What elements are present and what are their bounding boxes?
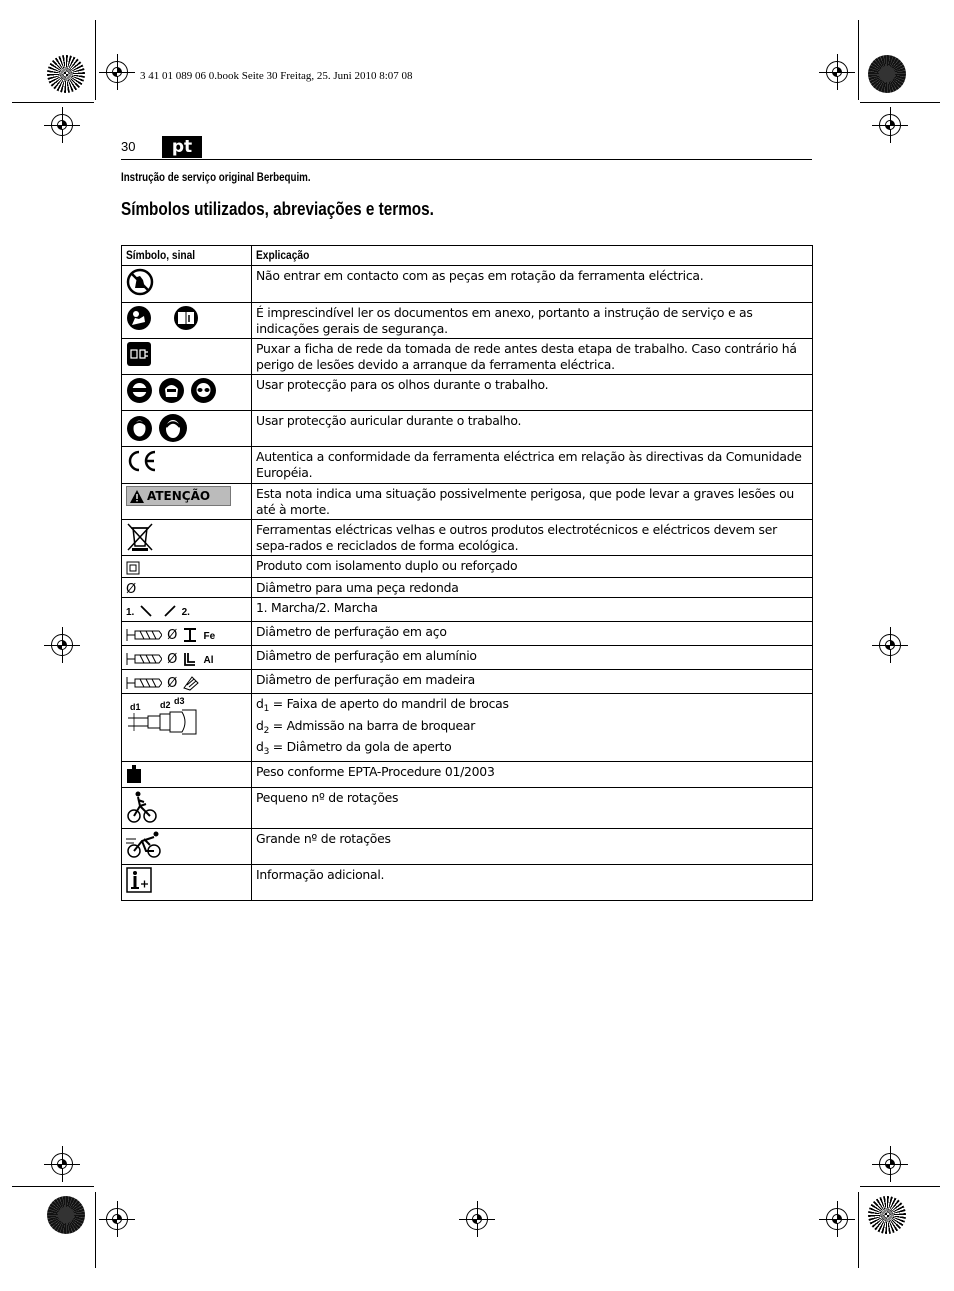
- explanation-cell: [252, 694, 813, 762]
- explanation-cell: Não entrar em contacto com as peças em rotação da ferramenta eléctrica.: [252, 266, 813, 303]
- column-header-symbol: Símbolo, sinal: [122, 246, 252, 266]
- print-header: 3 41 01 089 06 0.book Seite 30 Freitag, 25. Juni 2010 8:07 08: [140, 70, 413, 82]
- explanation-cell: Diâmetro de perfuração em madeira: [252, 670, 813, 694]
- book-info-icon: [172, 305, 200, 331]
- ce-mark-icon: [126, 449, 158, 473]
- chuck-dimensions-icon: [126, 696, 198, 736]
- drill-bit-icon: [126, 651, 162, 667]
- diameter-symbol: Ø: [167, 676, 178, 691]
- goggles-icon: [190, 377, 217, 404]
- double-insulation-icon: [126, 561, 140, 575]
- symbol-cell: [122, 339, 252, 375]
- svg-text:d1: d1: [130, 702, 141, 712]
- unplug-icon: [126, 341, 152, 367]
- symbol-cell: [122, 578, 252, 598]
- wood-icon: [182, 675, 200, 691]
- registration-mark-icon: [879, 1153, 901, 1175]
- explanation-cell: Peso conforme EPTA-Procedure 01/2003: [252, 761, 813, 787]
- ear-muffs-icon: [158, 413, 188, 443]
- table-row: [122, 622, 813, 646]
- explanation-cell: Produto com isolamento duplo ou reforçado: [252, 556, 813, 578]
- symbol-cell: [122, 266, 252, 303]
- page-title: Símbolos utilizados, abreviações e termos.: [121, 199, 434, 219]
- explanation-cell: Puxar a ficha de rede da tomada de rede antes desta etapa de trabalho. Caso contrário há perigo de lesões devido a arranque da ferramenta eléctrica.: [252, 339, 813, 375]
- no-touch-rotating-icon: [126, 268, 154, 296]
- steel-beam-icon: [182, 627, 198, 643]
- table-row: [122, 670, 813, 694]
- explanation-cell: Pequeno nº de rotações: [252, 787, 813, 828]
- symbol-cell: [122, 864, 252, 900]
- registration-mark-icon: [466, 1208, 488, 1230]
- registration-mark-icon: [826, 61, 848, 83]
- info-icon: [126, 867, 152, 893]
- diameter-symbol: Ø: [167, 628, 178, 643]
- explanation-cell: Informação adicional.: [252, 864, 813, 900]
- spindle-collar-line: $d_2$ = Admissão na barra de broquear: [256, 717, 476, 736]
- explanation-cell: É imprescindível ler os documentos em anexo, portanto a instrução de serviço e as indicações gerais de segurança.: [252, 303, 813, 339]
- explanation-cell: Diâmetro para uma peça redonda: [252, 578, 813, 598]
- registration-mark-icon: [826, 1208, 848, 1230]
- table-row: [122, 864, 813, 900]
- table-row: [122, 303, 813, 339]
- explanation-cell: Usar protecção auricular durante o trabalho.: [252, 411, 813, 447]
- table-row: [122, 339, 813, 375]
- registration-mark-icon: [51, 634, 73, 656]
- table-row: [122, 694, 813, 762]
- face-shield-icon: [158, 377, 185, 404]
- table-row: [122, 556, 813, 578]
- svg-text:d3: d3: [174, 696, 185, 706]
- read-manual-icon: [126, 305, 152, 331]
- header-rule: [121, 159, 812, 160]
- gear-2-label: 2.: [181, 607, 190, 618]
- registration-mark-icon: [51, 114, 73, 136]
- table-row: [122, 484, 813, 520]
- registration-mark-icon: [106, 1208, 128, 1230]
- table-row: [122, 447, 813, 484]
- registration-mark-icon: [51, 1153, 73, 1175]
- table-row: [122, 646, 813, 670]
- gear-1-lever-icon: [139, 604, 155, 618]
- table-row: [122, 578, 813, 598]
- document-subtitle: Instrução de serviço original Berbequim.: [121, 172, 311, 184]
- table-row: [122, 375, 813, 411]
- explanation-cell: Autentica a conformidade da ferramenta eléctrica em relação às directivas da Comunidade Européia.: [252, 447, 813, 484]
- table-header-row: [122, 246, 813, 266]
- svg-text:d2: d2: [160, 700, 171, 710]
- gear-2-lever-icon: [161, 604, 177, 618]
- symbol-cell: [122, 556, 252, 578]
- table-row: [122, 761, 813, 787]
- crossed-bin-icon: [126, 522, 154, 552]
- symbol-cell: [122, 598, 252, 622]
- symbol-cell: [122, 646, 252, 670]
- eye-protection-icon: [126, 377, 153, 404]
- warning-badge: ATENÇÃO: [126, 486, 231, 506]
- diameter-symbol: Ø: [167, 652, 178, 667]
- symbol-cell: [122, 375, 252, 411]
- weight-icon: [126, 764, 142, 784]
- gear-1-label: 1.: [126, 607, 135, 618]
- drill-bit-icon: [126, 675, 162, 691]
- explanation-cell: Grande nº de rotações: [252, 828, 813, 864]
- aluminium-profile-icon: [182, 651, 198, 667]
- symbol-cell: [122, 484, 252, 520]
- symbol-cell: [122, 694, 252, 762]
- color-wheel-icon: [868, 55, 906, 93]
- registration-mark-icon: [879, 634, 901, 656]
- drill-bit-icon: [126, 627, 162, 643]
- table-row: [122, 828, 813, 864]
- registration-mark-icon: [106, 61, 128, 83]
- table-row: [122, 520, 813, 556]
- symbol-cell: [122, 447, 252, 484]
- page-number: 30: [121, 139, 136, 154]
- color-wheel-icon: [47, 1196, 85, 1234]
- column-header-explanation: Explicação: [252, 246, 813, 266]
- explanation-cell: Diâmetro de perfuração em alumínio: [252, 646, 813, 670]
- symbol-cell: [122, 622, 252, 646]
- table-row: [122, 266, 813, 303]
- diameter-symbol: Ø: [126, 582, 137, 597]
- symbols-table: [121, 245, 813, 901]
- explanation-cell: Usar protecção para os olhos durante o trabalho.: [252, 375, 813, 411]
- table-row: [122, 598, 813, 622]
- steel-label: Fe: [203, 631, 216, 642]
- ear-protection-icon: [126, 415, 153, 442]
- table-row: [122, 787, 813, 828]
- collar-diameter-line: $d_3$ = Diâmetro da gola de aperto: [256, 739, 452, 757]
- chuck-range-line: $d_1$ = Faixa de aperto do mandril de brocas: [256, 696, 509, 714]
- symbol-cell: [122, 787, 252, 828]
- symbol-cell: [122, 411, 252, 447]
- symbol-cell: [122, 520, 252, 556]
- language-badge: pt: [162, 136, 202, 158]
- explanation-cell: Esta nota indica uma situação possivelmente perigosa, que pode levar a graves lesões ou até à morte.: [252, 484, 813, 520]
- explanation-cell: 1. Marcha/2. Marcha: [252, 598, 813, 622]
- table-row: [122, 411, 813, 447]
- symbol-cell: [122, 828, 252, 864]
- color-wheel-icon: [868, 1196, 906, 1234]
- symbol-cell: [122, 670, 252, 694]
- explanation-cell: Diâmetro de perfuração em aço: [252, 622, 813, 646]
- color-wheel-icon: [47, 55, 85, 93]
- registration-mark-icon: [879, 114, 901, 136]
- aluminium-label: Al: [203, 655, 214, 666]
- warning-triangle-icon: [130, 490, 144, 503]
- fast-cyclist-icon: [126, 831, 162, 859]
- symbol-cell: [122, 303, 252, 339]
- slow-cyclist-icon: [126, 790, 158, 824]
- symbol-cell: [122, 761, 252, 787]
- explanation-cell: Ferramentas eléctricas velhas e outros produtos electrotécnicos e eléctricos devem ser sepa-rados e reciclados de forma ecológica.: [252, 520, 813, 556]
